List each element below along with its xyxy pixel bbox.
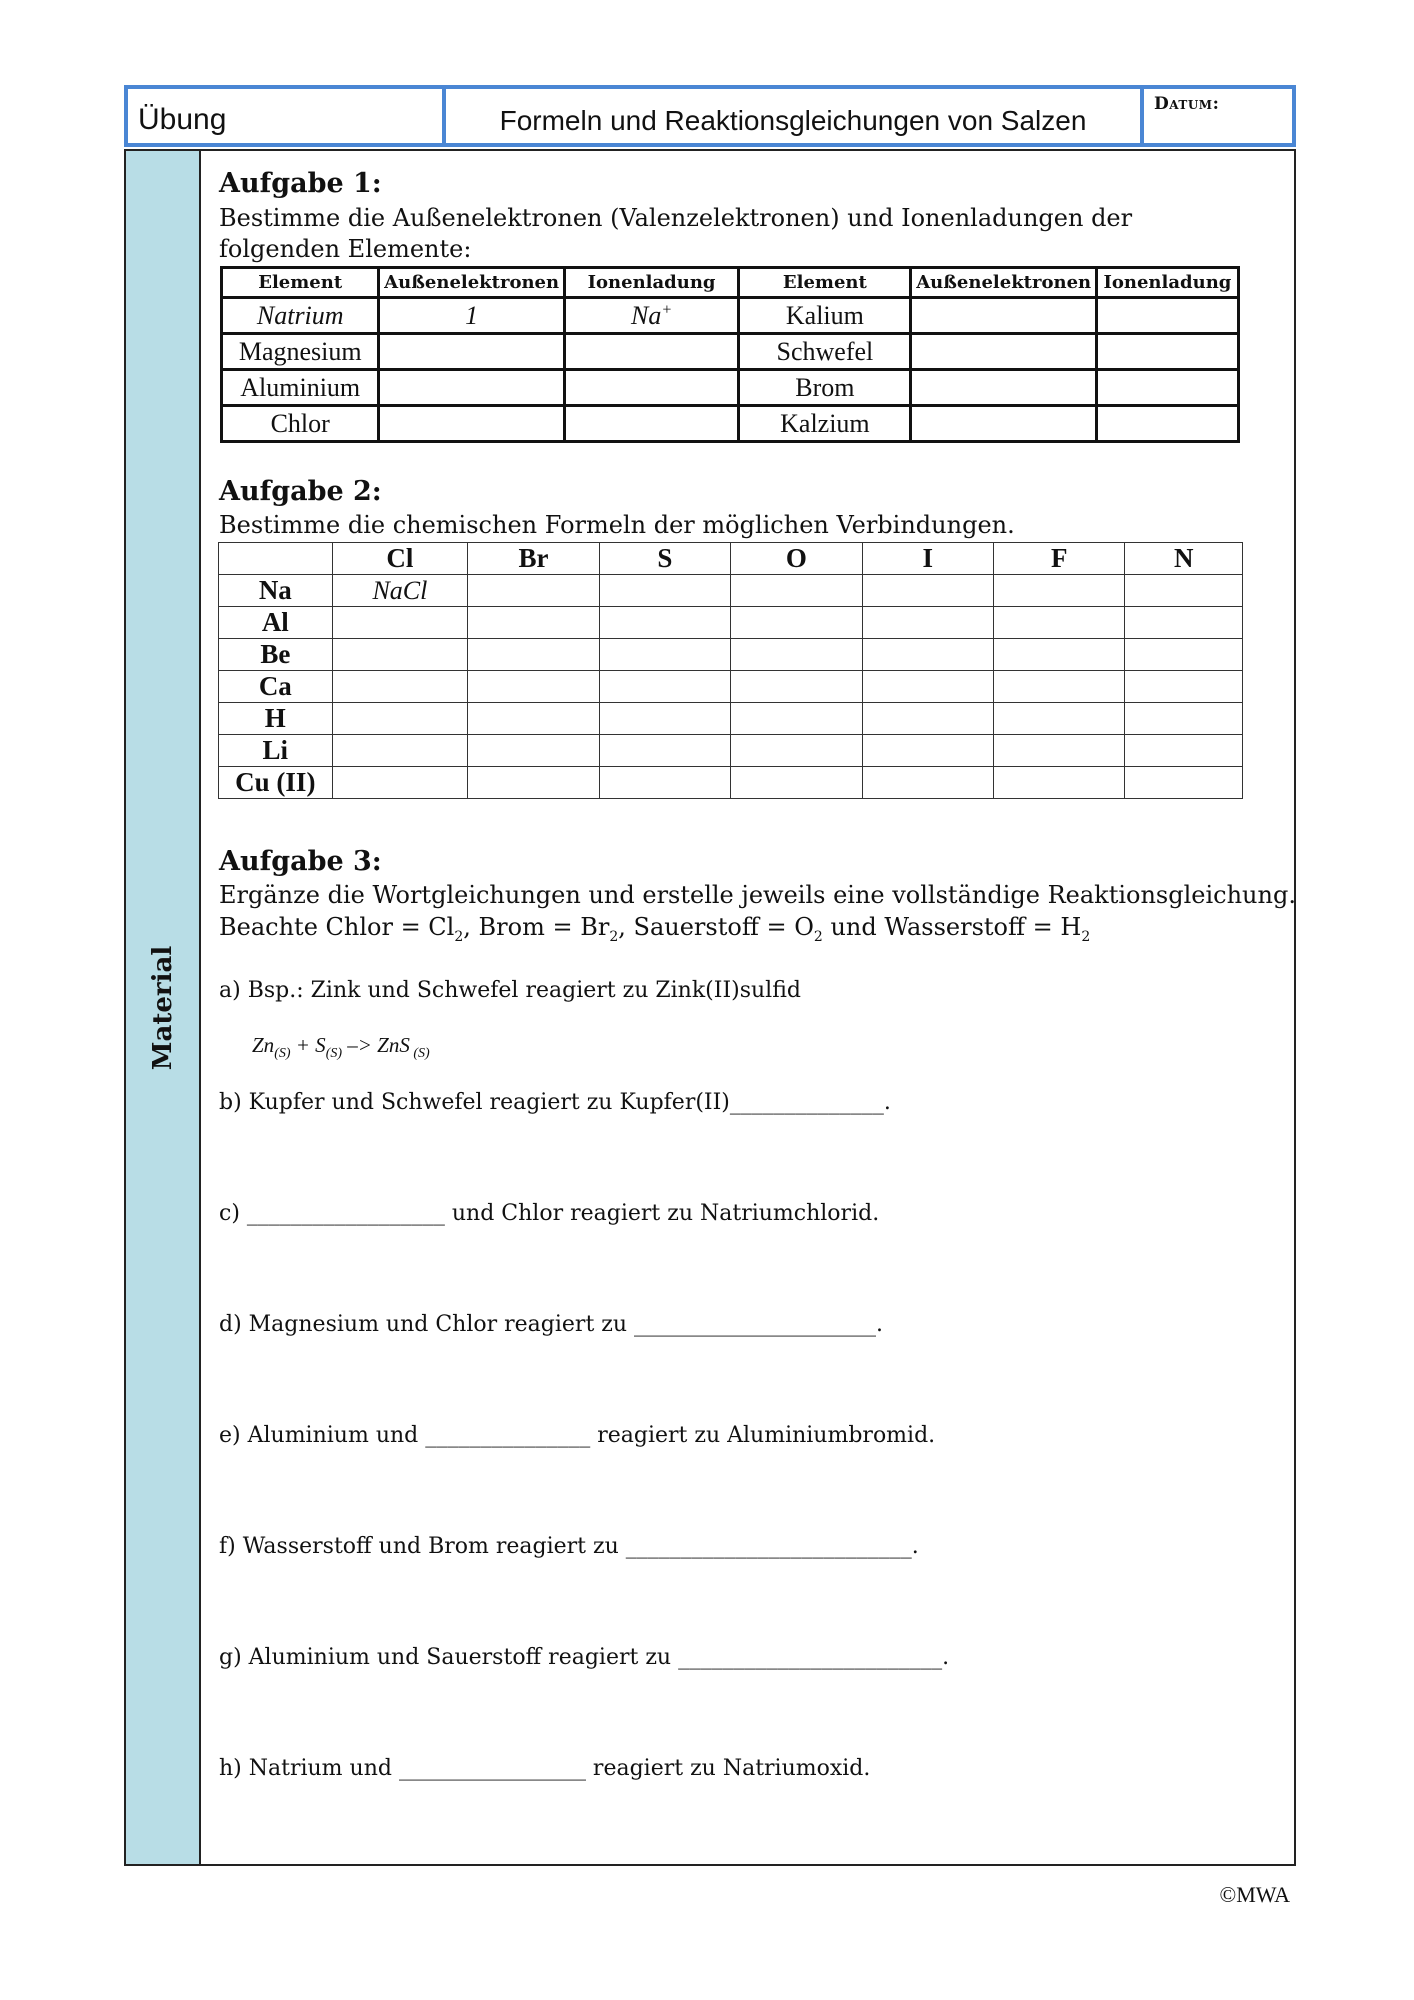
row-header: Na xyxy=(219,575,333,607)
column-header: Br xyxy=(468,543,600,575)
task1-text: Bestimme die Außenelektronen (Valenzelektronen) und Ionenladungen der folgenden Elemente: xyxy=(219,204,1133,263)
sidebar-label: Material xyxy=(148,945,179,1070)
formula-table xyxy=(218,542,1243,799)
table-row xyxy=(219,767,1243,799)
state-subscript: (S) xyxy=(409,1046,430,1062)
task3-item-a: a) Bsp.: Zink und Schwefel reagiert zu Zink(II)sulfid xyxy=(219,978,801,1003)
column-header xyxy=(219,543,333,575)
answer-cell[interactable] xyxy=(564,370,738,406)
answer-cell[interactable] xyxy=(599,575,730,607)
valence-table xyxy=(220,266,1240,443)
answer-cell[interactable] xyxy=(1096,298,1238,334)
answer-cell[interactable] xyxy=(332,639,468,671)
answer-cell[interactable] xyxy=(1125,575,1243,607)
column-header: Element xyxy=(739,268,911,298)
table-row xyxy=(219,735,1243,767)
column-header: F xyxy=(994,543,1125,575)
subscript: 2 xyxy=(813,928,823,945)
table-row xyxy=(219,575,1243,607)
answer-cell[interactable] xyxy=(862,607,993,639)
answer-cell[interactable] xyxy=(994,575,1125,607)
state-subscript: (S) xyxy=(325,1046,343,1062)
task3-heading: Aufgabe 3: xyxy=(219,846,382,877)
subscript: 2 xyxy=(1081,928,1091,945)
table-cell: Magnesium xyxy=(222,334,379,370)
answer-cell[interactable] xyxy=(731,639,862,671)
answer-cell[interactable] xyxy=(731,607,862,639)
table-row xyxy=(222,298,1239,334)
answer-cell[interactable] xyxy=(994,735,1125,767)
task3-text-1: Ergänze die Wortgleichungen und erstelle jeweils eine vollständige Reaktionsgleichung. xyxy=(219,881,1296,909)
table-cell: Kalium xyxy=(739,298,911,334)
task1-heading: Aufgabe 1: xyxy=(219,168,382,199)
table-cell: Chlor xyxy=(222,406,379,442)
task3-item-d[interactable]: d) Magnesium und Chlor reagiert zu ______________________. xyxy=(219,1312,884,1337)
answer-cell[interactable] xyxy=(468,671,600,703)
answer-cell[interactable] xyxy=(599,735,730,767)
row-header: Be xyxy=(219,639,333,671)
answer-cell[interactable] xyxy=(564,334,738,370)
answer-cell[interactable] xyxy=(731,671,862,703)
answer-cell[interactable] xyxy=(599,607,730,639)
answer-cell[interactable] xyxy=(1125,735,1243,767)
answer-cell[interactable] xyxy=(599,703,730,735)
answer-cell[interactable] xyxy=(994,703,1125,735)
table-row xyxy=(222,406,1239,442)
answer-cell[interactable] xyxy=(1125,607,1243,639)
copyright: ©MWA xyxy=(1219,1882,1290,1907)
task3-item-g[interactable]: g) Aluminium und Sauerstoff reagiert zu ________________________. xyxy=(219,1645,950,1670)
column-header: Cl xyxy=(332,543,468,575)
answer-cell[interactable] xyxy=(379,334,564,370)
answer-cell[interactable] xyxy=(1096,334,1238,370)
answer-cell[interactable] xyxy=(332,767,468,799)
ion-charge: + xyxy=(661,300,673,318)
header-type-cell xyxy=(124,85,446,147)
answer-cell[interactable] xyxy=(1096,406,1238,442)
answer-cell[interactable] xyxy=(1125,671,1243,703)
task3-item-f[interactable]: f) Wasserstoff und Brom reagiert zu __________________________. xyxy=(219,1534,919,1559)
subscript: 2 xyxy=(609,928,619,945)
column-header: N xyxy=(1125,543,1243,575)
table-header-row xyxy=(222,268,1239,298)
answer-cell[interactable] xyxy=(911,406,1096,442)
task3-item-c[interactable]: c) __________________ und Chlor reagiert zu Natriumchlorid. xyxy=(219,1201,880,1226)
sidebar-label-container xyxy=(126,151,201,1864)
text-segment: Beachte Chlor = Cl xyxy=(219,913,455,941)
task3-item-h[interactable]: h) Natrium und _________________ reagiert zu Natriumoxid. xyxy=(219,1756,871,1781)
table-cell: Brom xyxy=(739,370,911,406)
column-header: Ionenladung xyxy=(564,268,738,298)
answer-cell[interactable] xyxy=(1125,639,1243,671)
column-header: Außenelektronen xyxy=(379,268,564,298)
answer-cell[interactable] xyxy=(379,406,564,442)
equation-part: + S xyxy=(290,1033,326,1057)
header-type: Übung xyxy=(138,103,227,136)
page-title: Formeln und Reaktionsgleichungen von Salzen xyxy=(499,105,1087,136)
answer-cell[interactable] xyxy=(862,671,993,703)
text-segment: und Wasserstoff = H xyxy=(822,913,1082,941)
answer-cell[interactable] xyxy=(468,767,600,799)
answer-cell[interactable] xyxy=(468,575,600,607)
answer-cell[interactable] xyxy=(862,735,993,767)
answer-cell[interactable] xyxy=(994,607,1125,639)
table-cell: Natrium xyxy=(222,298,379,334)
answer-cell[interactable] xyxy=(731,767,862,799)
task3-item-b[interactable]: b) Kupfer und Schwefel reagiert zu Kupfer(II)______________. xyxy=(219,1090,891,1115)
example-equation xyxy=(252,1033,430,1062)
answer-cell[interactable] xyxy=(468,639,600,671)
header-title-cell xyxy=(442,85,1144,147)
answer-cell[interactable] xyxy=(599,639,730,671)
column-header: O xyxy=(731,543,862,575)
answer-cell[interactable] xyxy=(1125,767,1243,799)
answer-cell[interactable] xyxy=(332,607,468,639)
row-header: Cu (II) xyxy=(219,767,333,799)
answer-cell[interactable] xyxy=(731,575,862,607)
table-row xyxy=(219,607,1243,639)
answer-cell[interactable] xyxy=(994,639,1125,671)
equation-part: –> ZnS xyxy=(342,1033,410,1057)
row-header: H xyxy=(219,703,333,735)
column-header: Ionenladung xyxy=(1096,268,1238,298)
column-header: S xyxy=(599,543,730,575)
table-row xyxy=(219,703,1243,735)
table-row xyxy=(219,639,1243,671)
ion-symbol: Na xyxy=(631,300,662,330)
answer-cell[interactable] xyxy=(911,334,1096,370)
task3-item-e[interactable]: e) Aluminium und _______________ reagiert zu Aluminiumbromid. xyxy=(219,1423,936,1448)
task2-heading: Aufgabe 2: xyxy=(219,476,382,507)
answer-cell[interactable] xyxy=(332,735,468,767)
equation-part: Zn xyxy=(252,1033,275,1057)
table-cell: 1 xyxy=(379,298,564,334)
answer-cell[interactable] xyxy=(599,671,730,703)
table-cell: NaCl xyxy=(332,575,468,607)
header-date-cell[interactable] xyxy=(1140,85,1296,147)
subscript: 2 xyxy=(454,928,464,945)
table-header-row xyxy=(219,543,1243,575)
answer-cell[interactable] xyxy=(468,607,600,639)
column-header: I xyxy=(862,543,993,575)
answer-cell[interactable] xyxy=(911,370,1096,406)
answer-cell[interactable] xyxy=(332,671,468,703)
column-header: Element xyxy=(222,268,379,298)
answer-cell[interactable] xyxy=(862,575,993,607)
text-segment: , Sauerstoff = O xyxy=(618,913,814,941)
task3-text-2 xyxy=(219,912,1090,953)
table-row xyxy=(222,370,1239,406)
column-header: Außenelektronen xyxy=(911,268,1096,298)
table-cell xyxy=(564,298,738,334)
answer-cell[interactable] xyxy=(599,767,730,799)
answer-cell[interactable] xyxy=(564,406,738,442)
answer-cell[interactable] xyxy=(994,671,1125,703)
state-subscript: (S) xyxy=(274,1046,291,1062)
answer-cell[interactable] xyxy=(862,703,993,735)
answer-cell[interactable] xyxy=(911,298,1096,334)
table-cell: Aluminium xyxy=(222,370,379,406)
answer-cell[interactable] xyxy=(731,703,862,735)
answer-cell[interactable] xyxy=(468,735,600,767)
date-label: Datum: xyxy=(1154,94,1220,114)
answer-cell[interactable] xyxy=(1125,703,1243,735)
answer-cell[interactable] xyxy=(994,767,1125,799)
table-cell: Kalzium xyxy=(739,406,911,442)
task2-text: Bestimme die chemischen Formeln der möglichen Verbindungen. xyxy=(219,511,1015,539)
text-segment: , Brom = Br xyxy=(463,913,610,941)
answer-cell[interactable] xyxy=(862,639,993,671)
answer-cell[interactable] xyxy=(379,370,564,406)
answer-cell[interactable] xyxy=(332,703,468,735)
row-header: Li xyxy=(219,735,333,767)
row-header: Ca xyxy=(219,671,333,703)
answer-cell[interactable] xyxy=(731,735,862,767)
table-cell: Schwefel xyxy=(739,334,911,370)
table-row xyxy=(219,671,1243,703)
answer-cell[interactable] xyxy=(1096,370,1238,406)
answer-cell[interactable] xyxy=(468,703,600,735)
table-row xyxy=(222,334,1239,370)
answer-cell[interactable] xyxy=(862,767,993,799)
row-header: Al xyxy=(219,607,333,639)
